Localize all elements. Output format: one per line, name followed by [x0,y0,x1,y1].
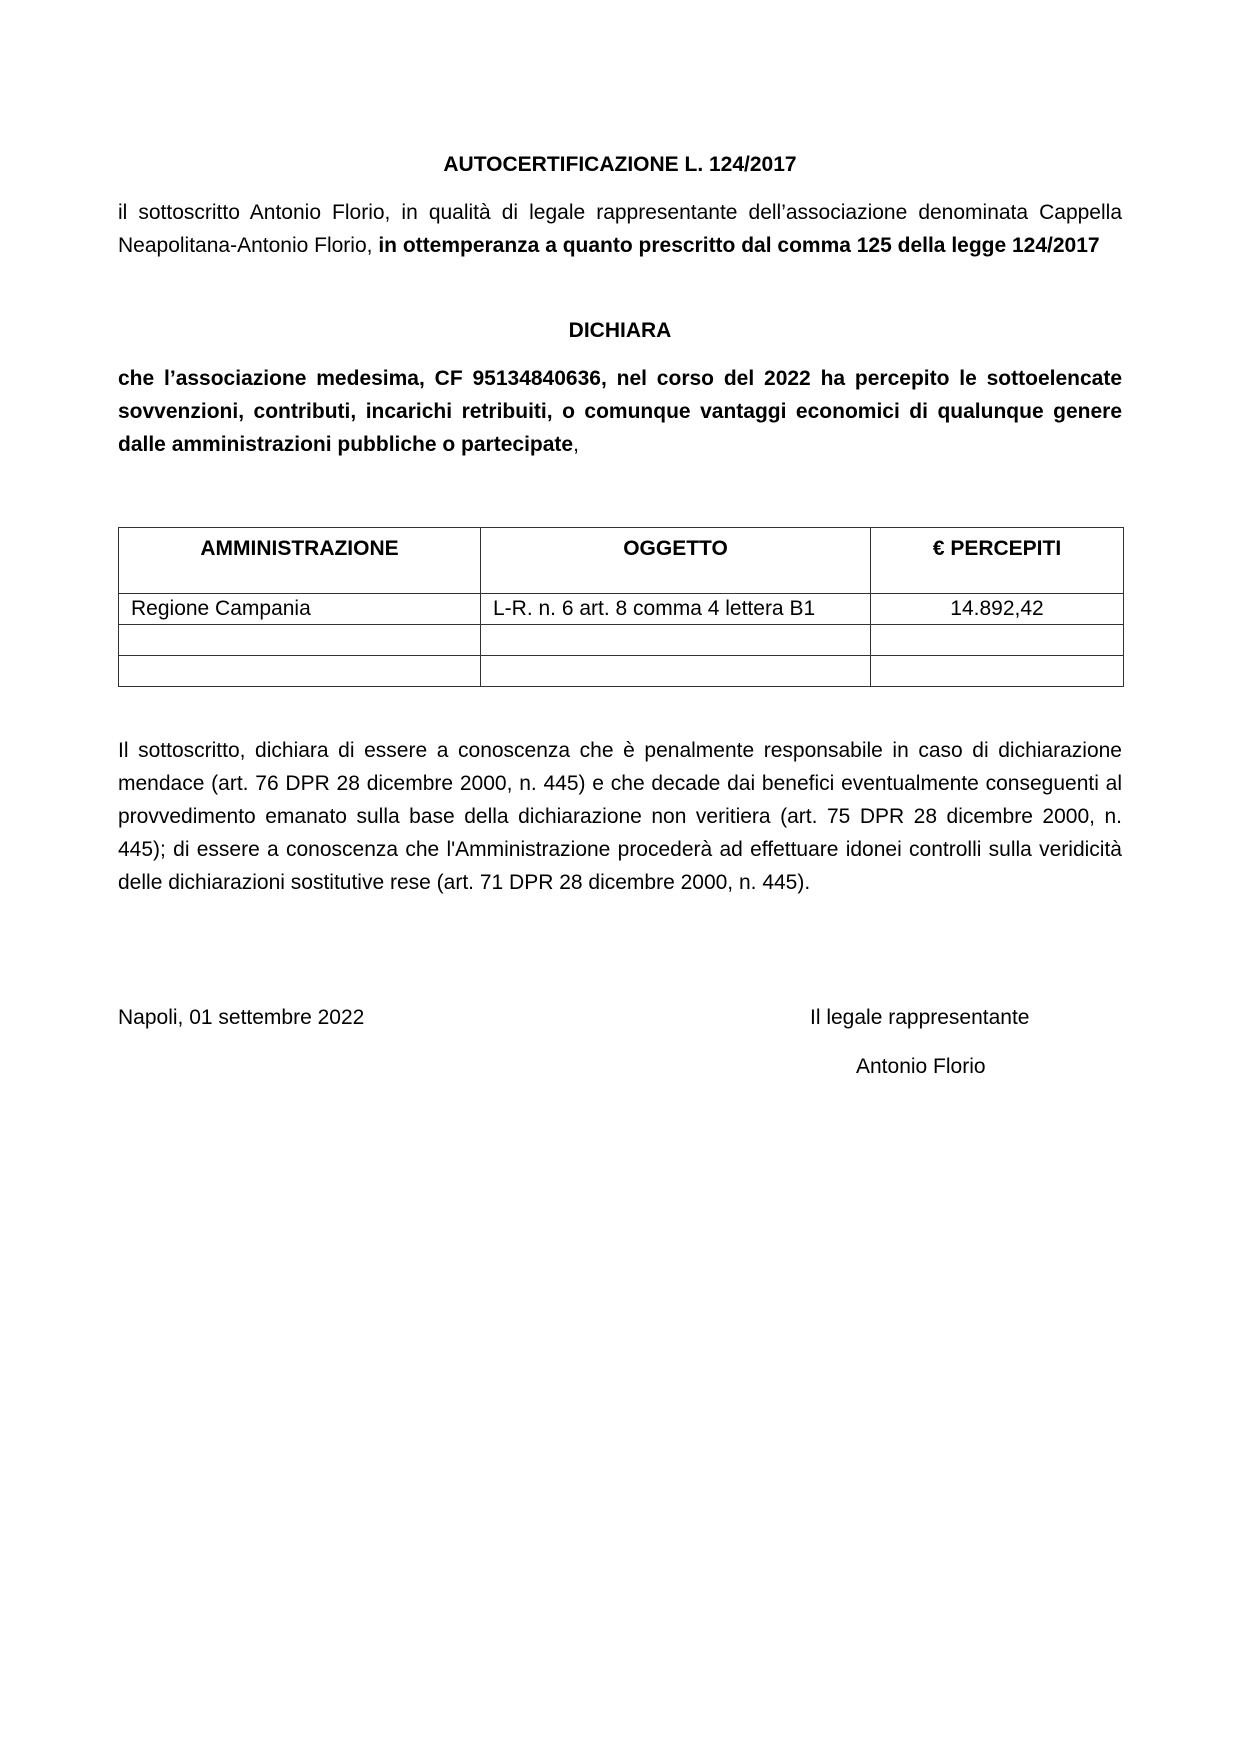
document-title: AUTOCERTIFICAZIONE L. 124/2017 [443,153,797,176]
signature-role: Il legale rappresentante [810,1006,1030,1029]
disclaimer-paragraph: Il sottoscritto, dichiara di essere a conoscenza che è penalmente responsabile in caso di dichiarazione mendace (art. 76 DPR 28 dicembre 2000, n. 445) e che decade dai benefici eventualmente conseguenti al provvedimento emanato sulla base della dichiarazione non veritiera (art. 75 DPR 28 dicembre 2000, n. 445); di essere a conoscenza che l'Amministrazione procederà ad effettuare idonei controlli sulla veridicità delle dichiarazioni sostitutive rese (art. 71 DPR 28 dicembre 2000, n. 445). [118,739,1122,894]
cell-percepiti: 14.892,42 [871,594,1124,625]
statement-punctuation: , [573,433,579,456]
table-row [119,594,1124,625]
intro-text: il sottoscritto Antonio Florio, in qualità di legale rappresentante dell’associazione denominata Cappella Neapolitana-Antonio Florio, [118,201,1122,257]
cell-oggetto: L-R. n. 6 art. 8 comma 4 lettera B1 [481,594,871,625]
cell-percepiti [871,625,1124,656]
statement-paragraph [118,362,1122,461]
cell-amministrazione: Regione Campania [119,594,481,625]
cell-amministrazione [119,656,481,687]
table-row [119,625,1124,656]
grants-table [118,527,1124,687]
header-oggetto: OGGETTO [481,528,871,594]
header-percepiti: € PERCEPITI [871,528,1124,594]
declares-heading: DICHIARA [568,319,672,342]
intro-bold-text: in ottemperanza a quanto prescritto dal comma 125 della legge 124/2017 [378,234,1100,257]
signature-name: Antonio Florio [856,1055,986,1078]
cell-amministrazione [119,625,481,656]
place-date: Napoli, 01 settembre 2022 [118,1006,365,1029]
statement-bold-text: che l’associazione medesima, CF 95134840636, nel corso del 2022 ha percepito le sottoelencate sovvenzioni, contributi, incarichi retribuiti, o comunque vantaggi economici di qualunque genere dalle amministrazioni pubbliche o partecipate [118,367,1122,456]
cell-oggetto [481,625,871,656]
table-header-row [119,528,1124,594]
cell-percepiti [871,656,1124,687]
cell-oggetto [481,656,871,687]
table-row [119,656,1124,687]
header-amministrazione: AMMINISTRAZIONE [119,528,481,594]
intro-paragraph [118,196,1122,262]
